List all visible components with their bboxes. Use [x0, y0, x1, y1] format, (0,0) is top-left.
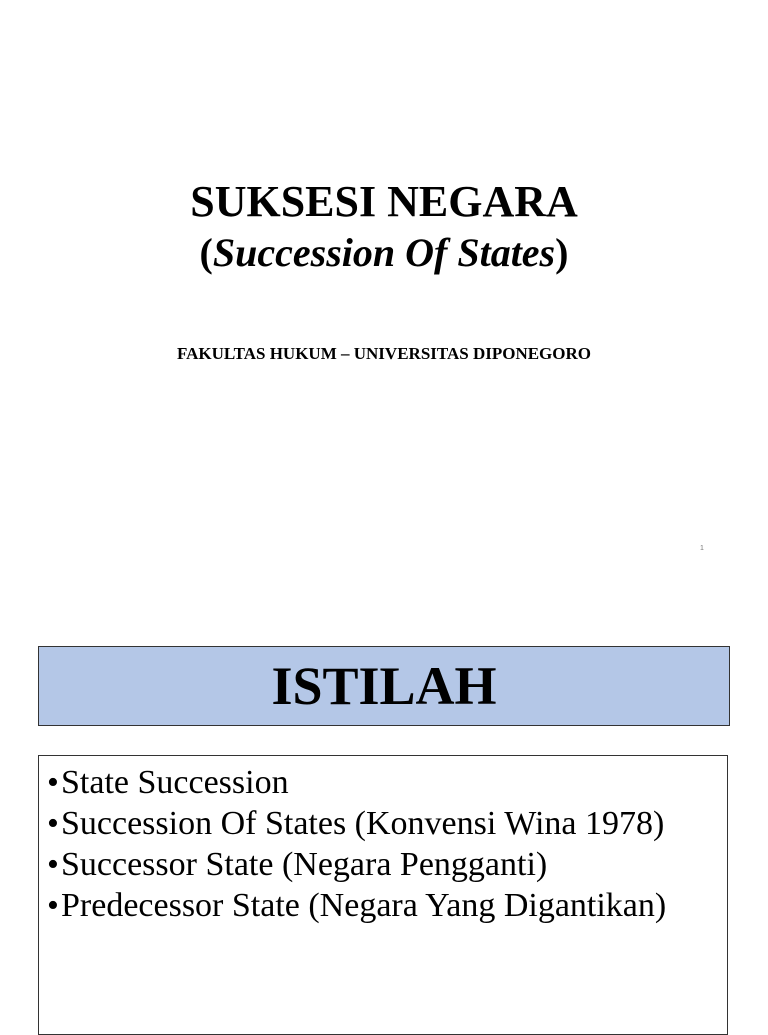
subtitle-close-paren: )	[555, 230, 569, 275]
term-list	[47, 762, 719, 926]
bullet-icon: •	[47, 846, 59, 883]
list-item-text: Predecessor State (Negara Yang Digantikan)	[61, 887, 667, 924]
page-number: 1	[700, 545, 704, 552]
istilah-heading: ISTILAH	[271, 656, 497, 716]
bullet-icon: •	[47, 764, 59, 801]
subtitle-italic-text: Succession Of States	[212, 230, 556, 275]
istilah-content-box	[38, 755, 728, 1035]
list-item-text: State Succession	[61, 764, 289, 801]
list-item-text: Successor State (Negara Pengganti)	[61, 846, 548, 883]
list-item-text: Succession Of States (Konvensi Wina 1978)	[61, 805, 665, 842]
istilah-heading-box	[38, 646, 730, 726]
slide-title: SUKSESI NEGARA	[190, 177, 578, 226]
bullet-icon: •	[47, 805, 59, 842]
bullet-icon: •	[47, 887, 59, 924]
faculty-line: FAKULTAS HUKUM – UNIVERSITAS DIPONEGORO	[176, 344, 592, 363]
slide-subtitle	[0, 228, 768, 278]
list-item	[47, 885, 719, 926]
list-item	[47, 803, 719, 844]
subtitle-open-paren: (	[199, 230, 213, 275]
list-item	[47, 844, 719, 885]
list-item	[47, 762, 719, 803]
